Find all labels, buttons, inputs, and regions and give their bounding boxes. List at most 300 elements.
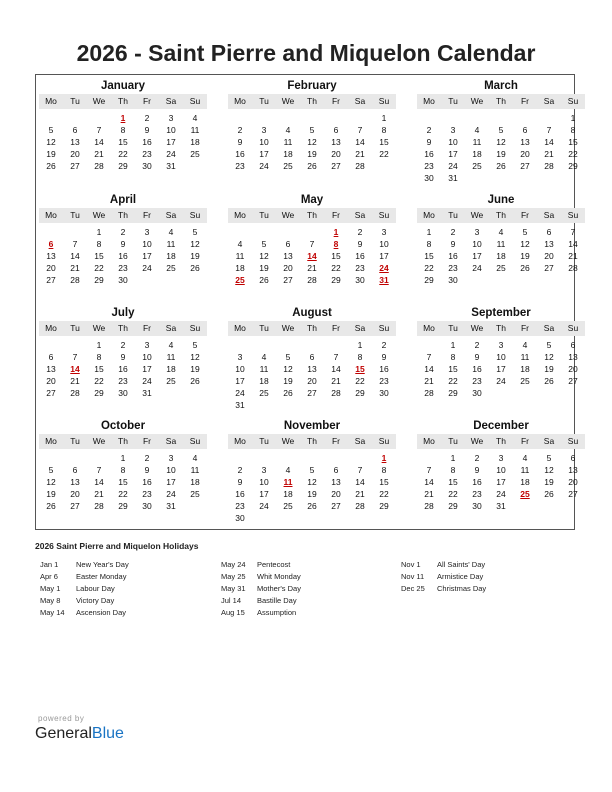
day-cell: 17 bbox=[472, 251, 482, 261]
empty-cell bbox=[300, 112, 324, 124]
day-grid bbox=[39, 336, 207, 399]
holiday-name: Pentecost bbox=[257, 560, 291, 569]
day-cell: 16 bbox=[424, 149, 434, 159]
day-cell: 12 bbox=[307, 137, 317, 147]
weekday-label: We bbox=[281, 323, 295, 333]
day-cell: 17 bbox=[448, 149, 458, 159]
empty-cell bbox=[537, 112, 561, 124]
weekday-label: Mo bbox=[423, 210, 435, 220]
brand-general-text: General bbox=[35, 725, 92, 742]
day-cell: 12 bbox=[496, 137, 506, 147]
day-cell: 26 bbox=[544, 489, 554, 499]
holiday-date: Jul 14 bbox=[221, 596, 242, 605]
day-cell: 14 bbox=[568, 239, 578, 249]
weekday-label: Su bbox=[378, 96, 390, 106]
holiday-day-cell: 31 bbox=[379, 275, 389, 285]
day-cell: 17 bbox=[142, 251, 152, 261]
day-cell: 24 bbox=[259, 501, 269, 511]
day-cell: 14 bbox=[94, 137, 104, 147]
day-cell: 23 bbox=[472, 376, 482, 386]
month-february bbox=[228, 75, 396, 172]
day-cell: 19 bbox=[46, 149, 56, 159]
day-cell: 26 bbox=[259, 275, 269, 285]
day-cell: 26 bbox=[496, 161, 506, 171]
day-cell: 21 bbox=[70, 376, 80, 386]
day-cell: 20 bbox=[544, 251, 554, 261]
day-cell: 28 bbox=[424, 388, 434, 398]
month-name: January bbox=[100, 80, 146, 92]
day-cell: 19 bbox=[46, 489, 56, 499]
day-cell: 24 bbox=[259, 161, 269, 171]
day-cell: 22 bbox=[118, 489, 128, 499]
weekday-label: Th bbox=[496, 96, 506, 106]
day-cell: 10 bbox=[259, 477, 269, 487]
day-cell: 22 bbox=[118, 149, 128, 159]
day-cell: 4 bbox=[168, 227, 174, 237]
day-cell: 8 bbox=[381, 125, 387, 135]
weekday-label: Tu bbox=[448, 210, 458, 220]
holiday-date: May 24 bbox=[221, 560, 246, 569]
day-cell: 3 bbox=[474, 227, 480, 237]
weekday-header bbox=[417, 208, 585, 223]
day-cell: 4 bbox=[192, 453, 198, 463]
holiday-day-cell: 24 bbox=[379, 263, 389, 273]
day-cell: 5 bbox=[48, 465, 54, 475]
day-cell: 2 bbox=[357, 227, 363, 237]
day-cell: 23 bbox=[379, 376, 389, 386]
day-cell: 6 bbox=[570, 453, 576, 463]
weekday-label: Th bbox=[496, 436, 506, 446]
day-cell: 27 bbox=[331, 161, 341, 171]
weekday-label: Mo bbox=[234, 436, 246, 446]
weekday-label: Tu bbox=[259, 436, 269, 446]
day-cell: 11 bbox=[259, 364, 269, 374]
day-cell: 19 bbox=[259, 263, 269, 273]
day-cell: 31 bbox=[142, 388, 152, 398]
day-cell: 27 bbox=[331, 501, 341, 511]
day-cell: 10 bbox=[142, 239, 152, 249]
day-cell: 29 bbox=[94, 275, 104, 285]
day-cell: 28 bbox=[94, 161, 104, 171]
day-cell: 17 bbox=[142, 364, 152, 374]
day-cell: 8 bbox=[120, 125, 126, 135]
month-name: December bbox=[473, 420, 529, 432]
day-cell: 18 bbox=[190, 137, 200, 147]
day-cell: 28 bbox=[70, 388, 80, 398]
empty-cell bbox=[276, 452, 300, 464]
day-cell: 11 bbox=[190, 465, 200, 475]
day-grid bbox=[228, 109, 396, 172]
month-name: November bbox=[283, 420, 341, 432]
day-cell: 15 bbox=[94, 251, 104, 261]
month-name: June bbox=[487, 194, 515, 206]
day-cell: 17 bbox=[259, 149, 269, 159]
holiday-day-cell: 8 bbox=[333, 239, 339, 249]
day-cell: 18 bbox=[283, 149, 293, 159]
day-cell: 30 bbox=[142, 161, 152, 171]
day-cell: 12 bbox=[259, 251, 269, 261]
weekday-label: Tu bbox=[448, 323, 458, 333]
day-cell: 21 bbox=[94, 489, 104, 499]
day-cell: 31 bbox=[235, 400, 245, 410]
weekday-label: Sa bbox=[543, 210, 555, 220]
weekday-label: Su bbox=[189, 436, 201, 446]
day-cell: 24 bbox=[496, 489, 506, 499]
day-cell: 23 bbox=[424, 161, 434, 171]
empty-cell bbox=[348, 452, 372, 464]
day-cell: 11 bbox=[166, 352, 176, 362]
weekday-label: Tu bbox=[70, 210, 80, 220]
day-cell: 29 bbox=[355, 388, 365, 398]
day-cell: 2 bbox=[381, 340, 387, 350]
day-cell: 1 bbox=[96, 340, 102, 350]
holiday-date: Nov 11 bbox=[401, 572, 425, 581]
day-cell: 28 bbox=[307, 275, 317, 285]
month-name: April bbox=[109, 194, 137, 206]
weekday-label: Fr bbox=[520, 210, 530, 220]
day-cell: 11 bbox=[520, 352, 530, 362]
month-august bbox=[228, 302, 396, 411]
day-cell: 23 bbox=[472, 489, 482, 499]
day-cell: 14 bbox=[355, 137, 365, 147]
day-cell: 8 bbox=[450, 465, 456, 475]
day-cell: 21 bbox=[307, 263, 317, 273]
day-cell: 22 bbox=[568, 149, 578, 159]
day-cell: 19 bbox=[190, 251, 200, 261]
weekday-label: Mo bbox=[423, 323, 435, 333]
holiday-column bbox=[221, 559, 301, 619]
day-cell: 16 bbox=[142, 137, 152, 147]
day-cell: 28 bbox=[544, 161, 554, 171]
day-cell: 18 bbox=[259, 376, 269, 386]
day-cell: 2 bbox=[237, 465, 243, 475]
day-cell: 13 bbox=[46, 251, 56, 261]
holiday-day-cell: 6 bbox=[48, 239, 54, 249]
day-cell: 5 bbox=[546, 340, 552, 350]
day-cell: 4 bbox=[237, 239, 243, 249]
day-cell: 19 bbox=[496, 149, 506, 159]
weekday-header bbox=[228, 434, 396, 449]
month-name: March bbox=[484, 80, 518, 92]
empty-cell bbox=[417, 452, 441, 464]
empty-cell bbox=[228, 339, 252, 351]
empty-cell bbox=[276, 226, 300, 238]
weekday-label: Fr bbox=[520, 436, 530, 446]
month-name: October bbox=[100, 420, 146, 432]
weekday-label: Tu bbox=[448, 436, 458, 446]
day-cell: 9 bbox=[237, 477, 243, 487]
day-cell: 20 bbox=[520, 149, 530, 159]
weekday-label: Mo bbox=[45, 436, 57, 446]
day-cell: 9 bbox=[120, 239, 126, 249]
empty-cell bbox=[513, 112, 537, 124]
day-cell: 22 bbox=[448, 489, 458, 499]
day-cell: 20 bbox=[568, 364, 578, 374]
day-cell: 19 bbox=[544, 477, 554, 487]
day-cell: 24 bbox=[448, 161, 458, 171]
empty-cell bbox=[63, 452, 87, 464]
empty-cell bbox=[252, 339, 276, 351]
day-cell: 6 bbox=[72, 125, 78, 135]
day-cell: 28 bbox=[568, 263, 578, 273]
day-cell: 16 bbox=[379, 364, 389, 374]
weekday-label: We bbox=[281, 210, 295, 220]
weekday-label: Su bbox=[189, 96, 201, 106]
weekday-label: We bbox=[281, 436, 295, 446]
weekday-label: Fr bbox=[520, 96, 530, 106]
empty-cell bbox=[417, 112, 441, 124]
day-cell: 4 bbox=[498, 227, 504, 237]
holiday-name: Victory Day bbox=[76, 596, 115, 605]
day-cell: 26 bbox=[307, 161, 317, 171]
holiday-date: May 25 bbox=[221, 572, 246, 581]
day-cell: 21 bbox=[70, 263, 80, 273]
holiday-day-cell: 1 bbox=[120, 113, 126, 123]
day-cell: 30 bbox=[472, 501, 482, 511]
day-cell: 16 bbox=[142, 477, 152, 487]
day-cell: 29 bbox=[568, 161, 578, 171]
day-cell: 12 bbox=[46, 137, 56, 147]
day-cell: 12 bbox=[190, 352, 200, 362]
day-cell: 26 bbox=[190, 263, 200, 273]
day-cell: 13 bbox=[520, 137, 530, 147]
weekday-header bbox=[228, 94, 396, 109]
day-cell: 8 bbox=[357, 352, 363, 362]
day-cell: 15 bbox=[424, 251, 434, 261]
day-cell: 15 bbox=[118, 477, 128, 487]
day-cell: 23 bbox=[355, 263, 365, 273]
day-cell: 15 bbox=[448, 364, 458, 374]
day-cell: 27 bbox=[520, 161, 530, 171]
day-cell: 18 bbox=[472, 149, 482, 159]
day-cell: 24 bbox=[472, 263, 482, 273]
day-cell: 9 bbox=[144, 465, 150, 475]
day-cell: 28 bbox=[355, 161, 365, 171]
day-cell: 8 bbox=[96, 352, 102, 362]
day-cell: 25 bbox=[166, 376, 176, 386]
day-cell: 26 bbox=[190, 376, 200, 386]
day-cell: 23 bbox=[142, 149, 152, 159]
empty-cell bbox=[324, 452, 348, 464]
day-cell: 21 bbox=[544, 149, 554, 159]
weekday-label: Th bbox=[118, 210, 128, 220]
weekday-label: Th bbox=[496, 323, 506, 333]
empty-cell bbox=[276, 112, 300, 124]
day-cell: 27 bbox=[70, 161, 80, 171]
day-cell: 27 bbox=[568, 376, 578, 386]
day-cell: 25 bbox=[190, 149, 200, 159]
day-cell: 21 bbox=[424, 376, 434, 386]
day-cell: 22 bbox=[94, 376, 104, 386]
day-cell: 8 bbox=[426, 239, 432, 249]
day-cell: 15 bbox=[448, 477, 458, 487]
day-cell: 17 bbox=[235, 376, 245, 386]
day-cell: 11 bbox=[283, 137, 293, 147]
weekday-label: We bbox=[470, 323, 484, 333]
weekday-label: Th bbox=[307, 323, 317, 333]
day-cell: 29 bbox=[331, 275, 341, 285]
day-cell: 17 bbox=[166, 137, 176, 147]
day-cell: 5 bbox=[192, 340, 198, 350]
weekday-label: We bbox=[92, 210, 106, 220]
day-cell: 17 bbox=[166, 477, 176, 487]
holiday-name: Bastille Day bbox=[257, 596, 297, 605]
day-cell: 7 bbox=[72, 239, 78, 249]
weekday-label: Su bbox=[189, 210, 201, 220]
day-cell: 11 bbox=[520, 465, 530, 475]
day-cell: 10 bbox=[235, 364, 245, 374]
weekday-label: Tu bbox=[70, 436, 80, 446]
day-grid bbox=[39, 449, 207, 512]
day-cell: 4 bbox=[285, 465, 291, 475]
weekday-label: Th bbox=[307, 436, 317, 446]
day-cell: 12 bbox=[544, 352, 554, 362]
day-cell: 6 bbox=[285, 239, 291, 249]
weekday-label: Su bbox=[567, 96, 579, 106]
day-cell: 19 bbox=[283, 376, 293, 386]
day-cell: 31 bbox=[166, 161, 176, 171]
empty-cell bbox=[252, 112, 276, 124]
day-cell: 8 bbox=[570, 125, 576, 135]
day-cell: 28 bbox=[94, 501, 104, 511]
day-cell: 27 bbox=[568, 489, 578, 499]
holiday-day-cell: 14 bbox=[307, 251, 317, 261]
holiday-item bbox=[221, 571, 301, 583]
day-cell: 9 bbox=[237, 137, 243, 147]
day-cell: 24 bbox=[142, 376, 152, 386]
holiday-column bbox=[401, 559, 486, 595]
holiday-name: Christmas Day bbox=[437, 584, 487, 593]
day-cell: 11 bbox=[166, 239, 176, 249]
day-cell: 8 bbox=[450, 352, 456, 362]
day-cell: 3 bbox=[168, 453, 174, 463]
empty-cell bbox=[252, 226, 276, 238]
holiday-item bbox=[40, 595, 129, 607]
weekday-label: We bbox=[470, 210, 484, 220]
day-cell: 2 bbox=[237, 125, 243, 135]
weekday-label: We bbox=[281, 96, 295, 106]
day-cell: 15 bbox=[118, 137, 128, 147]
empty-cell bbox=[276, 339, 300, 351]
day-cell: 4 bbox=[168, 340, 174, 350]
day-cell: 9 bbox=[381, 352, 387, 362]
day-cell: 27 bbox=[283, 275, 293, 285]
day-cell: 13 bbox=[307, 364, 317, 374]
day-cell: 27 bbox=[46, 275, 56, 285]
weekday-label: Fr bbox=[142, 323, 152, 333]
day-cell: 4 bbox=[261, 352, 267, 362]
day-cell: 19 bbox=[307, 149, 317, 159]
weekday-label: Sa bbox=[354, 96, 366, 106]
day-cell: 21 bbox=[424, 489, 434, 499]
day-cell: 28 bbox=[424, 501, 434, 511]
day-cell: 13 bbox=[568, 465, 578, 475]
day-cell: 31 bbox=[448, 173, 458, 183]
holiday-name: Ascension Day bbox=[76, 608, 127, 617]
day-cell: 20 bbox=[46, 376, 56, 386]
day-cell: 24 bbox=[166, 149, 176, 159]
day-cell: 19 bbox=[190, 364, 200, 374]
day-cell: 22 bbox=[424, 263, 434, 273]
day-cell: 21 bbox=[355, 149, 365, 159]
day-cell: 13 bbox=[46, 364, 56, 374]
day-cell: 14 bbox=[424, 477, 434, 487]
empty-cell bbox=[348, 112, 372, 124]
weekday-label: Mo bbox=[234, 96, 246, 106]
weekday-label: Th bbox=[118, 323, 128, 333]
day-cell: 16 bbox=[355, 251, 365, 261]
holiday-name: Armistice Day bbox=[437, 572, 484, 581]
day-cell: 1 bbox=[426, 227, 432, 237]
weekday-label: Sa bbox=[354, 323, 366, 333]
day-cell: 30 bbox=[472, 388, 482, 398]
empty-cell bbox=[39, 226, 63, 238]
day-cell: 14 bbox=[355, 477, 365, 487]
holiday-item bbox=[221, 583, 301, 595]
day-cell: 18 bbox=[166, 364, 176, 374]
weekday-label: Sa bbox=[165, 96, 177, 106]
day-cell: 26 bbox=[544, 376, 554, 386]
holiday-name: Labour Day bbox=[76, 584, 115, 593]
weekday-label: Sa bbox=[354, 210, 366, 220]
weekday-header bbox=[39, 434, 207, 449]
brand-logo[interactable] bbox=[35, 725, 124, 743]
day-cell: 20 bbox=[70, 489, 80, 499]
day-cell: 5 bbox=[546, 453, 552, 463]
day-cell: 30 bbox=[142, 501, 152, 511]
holiday-date: May 14 bbox=[40, 608, 65, 617]
day-cell: 7 bbox=[546, 125, 552, 135]
day-cell: 31 bbox=[496, 501, 506, 511]
day-cell: 28 bbox=[331, 388, 341, 398]
day-cell: 22 bbox=[331, 263, 341, 273]
weekday-header bbox=[417, 434, 585, 449]
day-cell: 7 bbox=[333, 352, 339, 362]
day-cell: 18 bbox=[190, 477, 200, 487]
weekday-label: Tu bbox=[259, 96, 269, 106]
weekday-label: Mo bbox=[234, 323, 246, 333]
day-cell: 24 bbox=[166, 489, 176, 499]
day-cell: 20 bbox=[70, 149, 80, 159]
weekday-header bbox=[417, 94, 585, 109]
holiday-item bbox=[401, 571, 486, 583]
day-cell: 12 bbox=[46, 477, 56, 487]
day-cell: 9 bbox=[426, 137, 432, 147]
day-cell: 20 bbox=[283, 263, 293, 273]
day-cell: 1 bbox=[381, 113, 387, 123]
day-cell: 17 bbox=[259, 489, 269, 499]
day-cell: 12 bbox=[307, 477, 317, 487]
month-november bbox=[228, 415, 396, 524]
empty-cell bbox=[228, 226, 252, 238]
day-cell: 27 bbox=[544, 263, 554, 273]
day-cell: 10 bbox=[496, 352, 506, 362]
day-cell: 18 bbox=[520, 364, 530, 374]
day-cell: 17 bbox=[496, 364, 506, 374]
holiday-day-cell: 25 bbox=[235, 275, 245, 285]
holiday-name: Whit Monday bbox=[257, 572, 301, 581]
empty-cell bbox=[39, 339, 63, 351]
brand-blue-text: Blue bbox=[91, 725, 124, 742]
day-cell: 18 bbox=[496, 251, 506, 261]
weekday-label: We bbox=[470, 436, 484, 446]
day-cell: 25 bbox=[283, 501, 293, 511]
empty-cell bbox=[300, 452, 324, 464]
day-cell: 24 bbox=[142, 263, 152, 273]
day-cell: 25 bbox=[283, 161, 293, 171]
day-cell: 2 bbox=[426, 125, 432, 135]
weekday-label: We bbox=[92, 323, 106, 333]
